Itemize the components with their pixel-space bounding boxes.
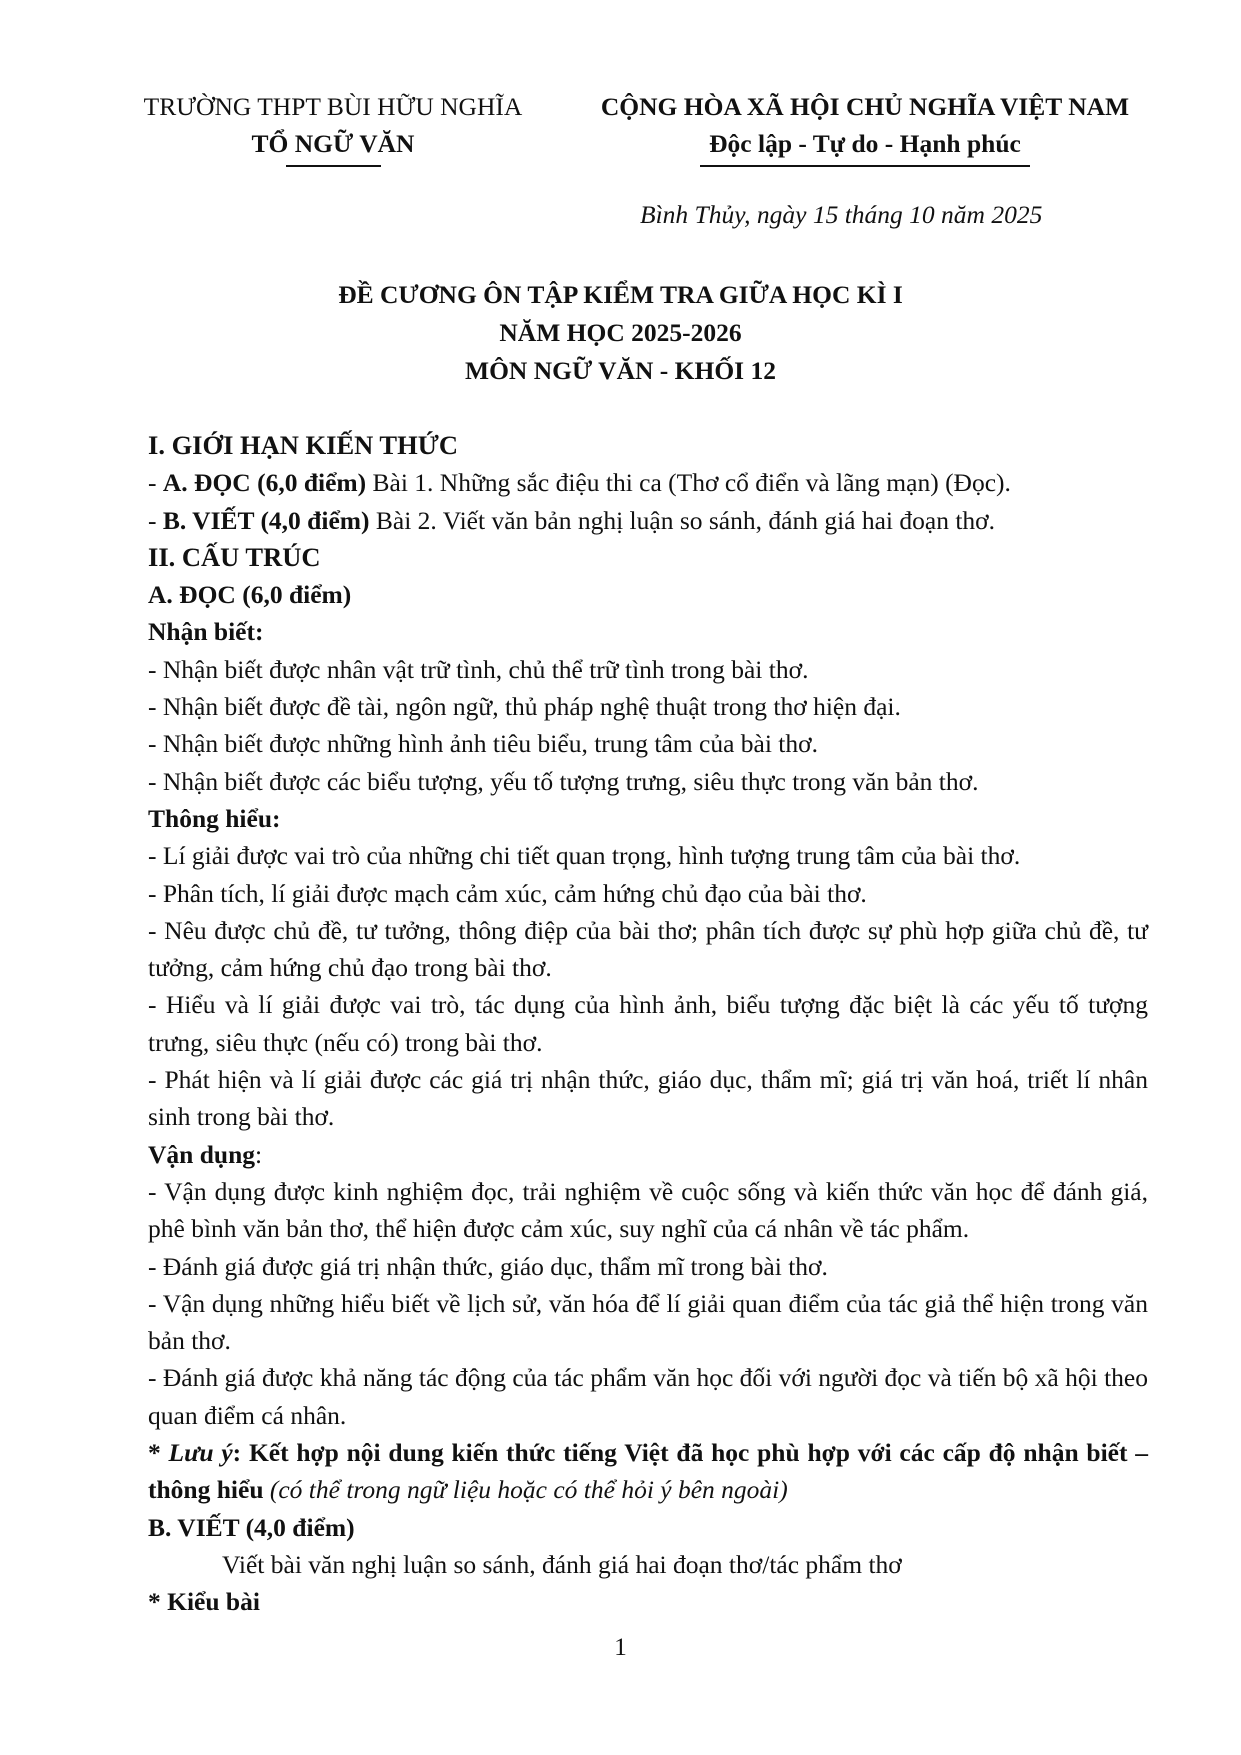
- list-item: - Nhận biết được nhân vật trữ tình, chủ thể trữ tình trong bài thơ.: [148, 654, 809, 684]
- national-header: [560, 88, 1170, 167]
- kieu-bai-heading: * Kiểu bài: [148, 1587, 260, 1617]
- nation-name: CỘNG HÒA XÃ HỘI CHỦ NGHĨA VIỆT NAM: [600, 92, 1130, 121]
- note-star: *: [148, 1438, 169, 1468]
- list-item: - Lí giải được vai trò của những chi tiết quan trọng, hình tượng trung tâm của bài thơ.: [148, 841, 1021, 871]
- department-name: TỔ NGỮ VĂN: [251, 129, 415, 158]
- note-label: Lưu ý: [168, 1438, 233, 1468]
- title-line-2: NĂM HỌC 2025-2026: [499, 318, 742, 347]
- list-item: - Nêu được chủ đề, tư tưởng, thông điệp của bài thơ; phân tích được sự phù hợp giữa chủ đề, tư tưởng, cảm hứng chủ đạo trong bài thơ.: [148, 915, 1148, 983]
- list-item: - Nhận biết được đề tài, ngôn ngữ, thủ pháp nghệ thuật trong thơ hiện đại.: [148, 692, 901, 722]
- writing-label: B. VIẾT (4,0 điểm): [162, 505, 370, 535]
- document-body: [148, 427, 1148, 1621]
- title-line-3: MÔN NGỮ VĂN - KHỐI 12: [465, 356, 776, 385]
- note-bold-text: : Kết hợp nội dung kiến thức tiếng Việt đã học phù hợp với các cấp độ nhận biết – thông hiểu: [148, 1438, 1149, 1505]
- van-dung-heading: [148, 1136, 1148, 1173]
- list-item: - Nhận biết được các biểu tượng, yếu tố tượng trưng, siêu thực trong văn bản thơ.: [148, 766, 979, 796]
- department-underline: [286, 165, 381, 167]
- bullet-dash: -: [148, 505, 163, 535]
- list-item: - Đánh giá được giá trị nhận thức, giáo dục, thẩm mĩ trong bài thơ.: [148, 1251, 828, 1281]
- list-item: - Nhận biết được những hình ảnh tiêu biểu, trung tâm của bài thơ.: [148, 729, 818, 759]
- part-b-text: Viết bài văn nghị luận so sánh, đánh giá hai đoạn thơ/tác phẩm thơ: [222, 1549, 902, 1579]
- school-header: [128, 88, 538, 167]
- section-1-heading: I. GIỚI HẠN KIẾN THỨC: [148, 430, 458, 460]
- list-item: - Đánh giá được khả năng tác động của tác phẩm văn học đối với người đọc và tiến bộ xã hội theo quan điểm cá nhân.: [148, 1363, 1148, 1430]
- writing-text: Bài 2. Viết văn bản nghị luận so sánh, đánh giá hai đoạn thơ.: [369, 505, 996, 535]
- title-line-1: ĐỀ CƯƠNG ÔN TẬP KIỂM TRA GIỮA HỌC KÌ I: [338, 280, 903, 309]
- list-item: - Vận dụng những hiểu biết về lịch sử, văn hóa để lí giải quan điểm của tác giả thể hiện trong văn bản thơ.: [148, 1288, 1148, 1356]
- section-1-reading: [148, 464, 1148, 501]
- nhan-biet-heading: Nhận biết:: [148, 617, 264, 647]
- national-motto: Độc lập - Tự do - Hạnh phúc: [709, 129, 1021, 158]
- van-dung-label: Vận dụng: [148, 1139, 256, 1169]
- document-title: [0, 276, 1241, 390]
- note-italic-text: (có thể trong ngữ liệu hoặc có thể hỏi ý bên ngoài): [263, 1475, 788, 1505]
- list-item: - Hiểu và lí giải được vai trò, tác dụng của hình ảnh, biểu tượng đặc biệt là các yếu tố tượng trưng, siêu thực (nếu có) trong bài thơ.: [148, 990, 1148, 1057]
- list-item: - Phát hiện và lí giải được các giá trị nhận thức, giáo dục, thẩm mĩ; giá trị văn hoá, triết lí nhân sinh trong bài thơ.: [148, 1065, 1148, 1132]
- list-item: - Phân tích, lí giải được mạch cảm xúc, cảm hứng chủ đạo của bài thơ.: [148, 878, 867, 908]
- list-item: - Vận dụng được kinh nghiệm đọc, trải nghiệm về cuộc sống và kiến thức văn học để đánh giá, phê bình văn bản thơ, thể hiện được cảm xúc, suy nghĩ của cá nhân về tác phẩm.: [148, 1176, 1148, 1244]
- thong-hieu-heading: Thông hiểu:: [148, 803, 281, 833]
- part-b-heading: B. VIẾT (4,0 điểm): [148, 1512, 355, 1542]
- part-a-heading: A. ĐỌC (6,0 điểm): [148, 580, 352, 610]
- van-dung-colon: :: [255, 1139, 263, 1169]
- motto-underline: [700, 165, 1030, 167]
- note-paragraph: [148, 1434, 1148, 1509]
- bullet-dash: -: [148, 468, 163, 498]
- section-1-writing: [148, 502, 1148, 539]
- reading-label: A. ĐỌC (6,0 điểm): [162, 468, 367, 498]
- reading-text: Bài 1. Những sắc điệu thi ca (Thơ cổ điển và lãng mạn) (Đọc).: [366, 468, 1011, 498]
- date-line: Bình Thủy, ngày 15 tháng 10 năm 2025: [640, 200, 1043, 229]
- school-name: TRƯỜNG THPT BÙI HỮU NGHĨA: [143, 92, 523, 121]
- page-number: 1: [614, 1632, 627, 1661]
- section-2-heading: II. CẤU TRÚC: [148, 541, 321, 572]
